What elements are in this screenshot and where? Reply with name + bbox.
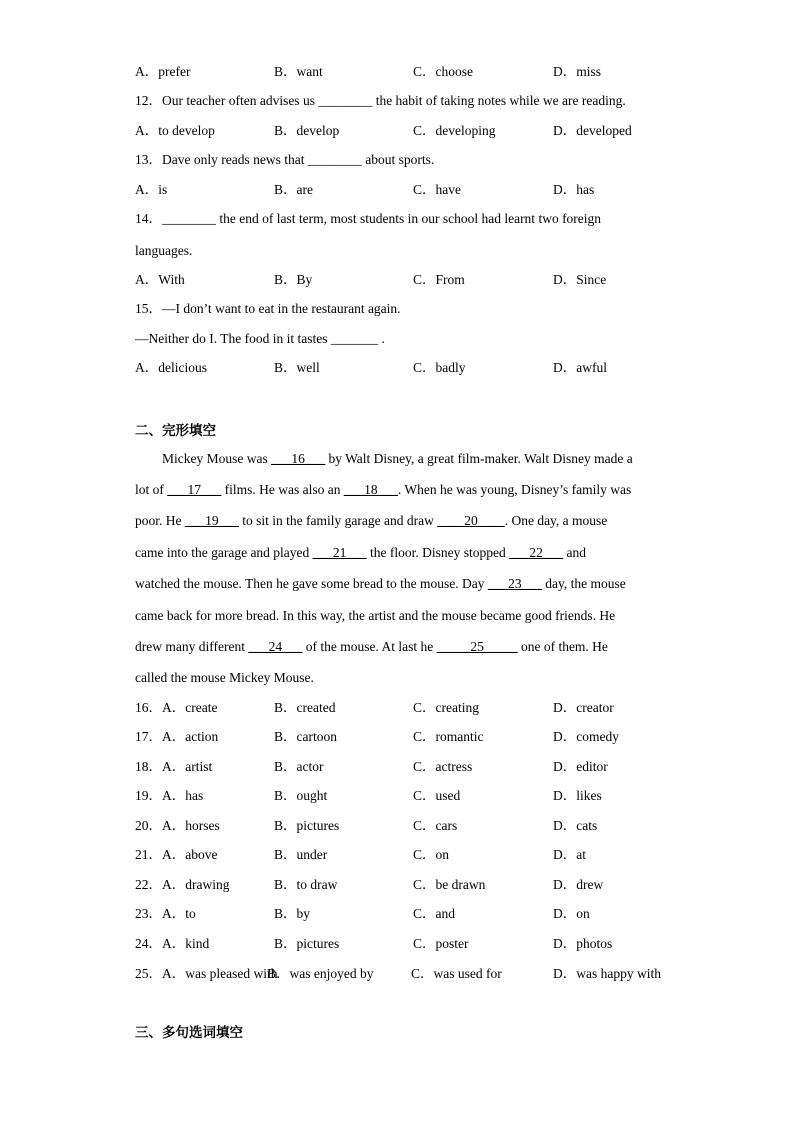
q20-options [135, 817, 695, 835]
option-c: C．on [413, 847, 450, 862]
q12-option-a: A．to develop [135, 123, 215, 138]
option-d: D．drew [553, 877, 604, 892]
passage-text: drew many different [135, 639, 249, 654]
passage-text: lot of [135, 482, 168, 497]
q12-stem: 12．Our teacher often advises us ________ the habit of taking notes while we are reading. [135, 93, 626, 108]
q15-option-d: D．awful [553, 360, 607, 375]
q15-option-c: C．badly [413, 360, 466, 375]
q21-options [135, 846, 695, 864]
blank-25: _____25_____ [436, 639, 518, 654]
option-b: B．actor [274, 759, 324, 774]
passage-line-5 [135, 575, 626, 593]
passage-line-8: called the mouse Mickey Mouse. [135, 670, 314, 685]
option-d: D．comedy [553, 729, 619, 744]
q12-option-c: C．developing [413, 123, 496, 138]
option-a: 21．A．above [135, 847, 218, 862]
q14-option-b: B．By [274, 272, 313, 287]
option-a: 24．A．kind [135, 936, 210, 951]
passage-text: poor. He [135, 513, 185, 528]
option-a: 18．A．artist [135, 759, 213, 774]
q13-option-a: A．is [135, 182, 168, 197]
q14-option-c: C．From [413, 272, 465, 287]
blank-19: ___19___ [184, 513, 239, 528]
q13-option-d: D．has [553, 182, 595, 197]
q15-option-b: B．well [274, 360, 320, 375]
option-d: D．photos [553, 936, 613, 951]
q14-option-d: D．Since [553, 272, 607, 287]
option-b: B．pictures [274, 818, 340, 833]
q22-options [135, 876, 695, 894]
q14-stem-line1: 14．________ the end of last term, most students in our school had learnt two foreign [135, 211, 602, 226]
passage-text: Mickey Mouse was [162, 451, 272, 466]
blank-20: ____20____ [437, 513, 505, 528]
passage-text: of the mouse. At last he [302, 639, 437, 654]
passage-line-6: came back for more bread. In this way, the artist and the mouse became good friends. He [135, 608, 616, 623]
passage-line-2 [135, 481, 631, 499]
option-d: D．creator [553, 700, 614, 715]
option-c: C．was used for [411, 966, 502, 981]
q18-options [135, 758, 695, 776]
blank-23: ___23___ [487, 576, 542, 591]
q11-option-d: D．miss [553, 64, 602, 79]
q11-option-c: C．choose [413, 64, 473, 79]
q15-option-a: A．delicious [135, 360, 207, 375]
passage-text: . When he was young, Disney’s family was [397, 482, 632, 497]
option-d: D．on [553, 906, 590, 921]
blank-16: ___16___ [271, 451, 326, 466]
passage-text: by Walt Disney, a great film-maker. Walt Disney made a [325, 451, 633, 466]
option-a: 25．A．was pleased with [135, 966, 278, 981]
q13-options [135, 181, 695, 199]
q12-options [135, 122, 695, 140]
option-a: 16．A．create [135, 700, 218, 715]
passage-text: watched the mouse. Then he gave some bread to the mouse. Day [135, 576, 488, 591]
option-b: B．by [274, 906, 311, 921]
option-a: 23．A．to [135, 906, 196, 921]
blank-18: ___18___ [343, 482, 398, 497]
option-d: D．editor [553, 759, 608, 774]
passage-line-3 [135, 512, 607, 530]
option-b: B．ought [274, 788, 328, 803]
q23-options [135, 905, 695, 923]
q15-stem-line2: —Neither do I. The food in it tastes _______ . [135, 331, 385, 346]
option-c: C．cars [413, 818, 458, 833]
option-d: D．cats [553, 818, 598, 833]
q13-option-c: C．have [413, 182, 461, 197]
q12-option-d: D．developed [553, 123, 632, 138]
blank-21: ___21___ [312, 545, 367, 560]
option-b: B．under [274, 847, 328, 862]
passage-text: films. He was also an [221, 482, 344, 497]
option-b: B．was enjoyed by [267, 966, 374, 981]
option-c: C．poster [413, 936, 469, 951]
blank-24: ___24___ [248, 639, 303, 654]
passage-text: . One day, a mouse [504, 513, 608, 528]
q13-option-b: B．are [274, 182, 313, 197]
option-c: C．romantic [413, 729, 484, 744]
option-d: D．at [553, 847, 586, 862]
q15-options [135, 359, 695, 377]
q16-options [135, 699, 695, 717]
option-b: B．pictures [274, 936, 340, 951]
q19-options [135, 787, 695, 805]
passage-text: one of them. He [517, 639, 608, 654]
option-c: C．be drawn [413, 877, 486, 892]
blank-22: ___22___ [509, 545, 564, 560]
option-c: C．and [413, 906, 455, 921]
q11-option-b: B．want [274, 64, 323, 79]
q14-option-a: A．With [135, 272, 185, 287]
passage-line-1 [162, 450, 633, 468]
passage-text: the floor. Disney stopped [366, 545, 510, 560]
option-d: D．was happy with [553, 966, 661, 981]
q14-options [135, 271, 695, 289]
option-a: 17．A．action [135, 729, 219, 744]
q17-options [135, 728, 695, 746]
blank-17: ___17___ [167, 482, 222, 497]
passage-line-7 [135, 638, 608, 656]
passage-text: came into the garage and played [135, 545, 313, 560]
option-a: 20．A．horses [135, 818, 220, 833]
section-2-title: 二、完形填空 [135, 423, 216, 438]
option-b: B．cartoon [274, 729, 337, 744]
option-c: C．creating [413, 700, 479, 715]
passage-text: and [563, 545, 587, 560]
q15-stem-line1: 15．—I don’t want to eat in the restaurant again. [135, 301, 401, 316]
q11-options [135, 63, 695, 81]
option-a: 19．A．has [135, 788, 204, 803]
q12-option-b: B．develop [274, 123, 340, 138]
section-3-title: 三、多句选词填空 [135, 1025, 243, 1040]
option-c: C．actress [413, 759, 473, 774]
option-c: C．used [413, 788, 461, 803]
passage-text: to sit in the family garage and draw [238, 513, 438, 528]
passage-line-4 [135, 544, 586, 562]
option-b: B．to draw [274, 877, 338, 892]
passage-text: day, the mouse [541, 576, 626, 591]
q24-options [135, 935, 695, 953]
q13-stem: 13．Dave only reads news that ________ about sports. [135, 152, 435, 167]
q14-stem-line2: languages. [135, 243, 193, 258]
option-b: B．created [274, 700, 336, 715]
q11-option-a: A．prefer [135, 64, 191, 79]
option-d: D．likes [553, 788, 602, 803]
option-a: 22．A．drawing [135, 877, 230, 892]
q25-options [135, 965, 695, 983]
